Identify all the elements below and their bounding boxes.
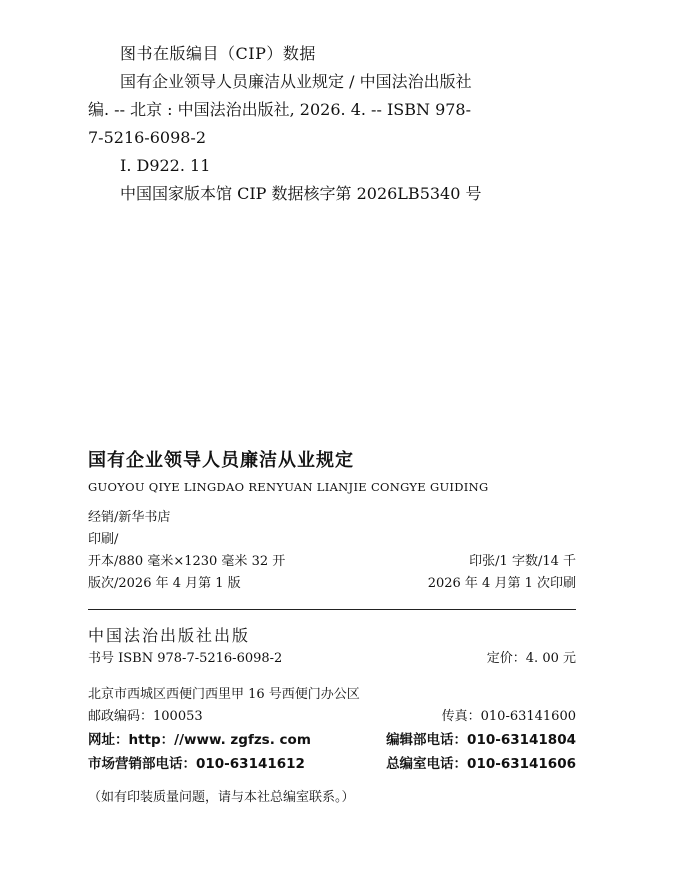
sheets-wordcount: 印张/1 字数/14 千 xyxy=(469,554,576,569)
cip-line-record-number: 中国国家版本馆 CIP 数据核字第 2026LB5340 号 xyxy=(120,184,482,203)
isbn: 书号 ISBN 978-7-5216-6098-2 xyxy=(88,651,283,666)
book-title: 国有企业领导人员廉洁从业规定 xyxy=(88,450,354,471)
divider xyxy=(88,609,576,610)
price: 定价：4. 00 元 xyxy=(486,651,576,666)
cip-line-imprint: 编. -- 北京 : 中国法治出版社, 2026. 4. -- ISBN 978- xyxy=(88,100,472,119)
postcode: 邮政编码：100053 xyxy=(88,709,203,724)
office-phone: 总编室电话：010-63141606 xyxy=(386,756,576,772)
isbn-price-row xyxy=(88,648,576,670)
cip-line-classification: Ⅰ. D922. 11 xyxy=(120,156,211,175)
fax: 传真：010-63141600 xyxy=(441,709,576,724)
cip-heading: 图书在版编目（CIP）数据 xyxy=(120,44,316,63)
marketing-phone: 市场营销部电话：010-63141612 xyxy=(88,756,305,772)
edition-row xyxy=(88,573,576,595)
marketing-office-row xyxy=(88,752,576,776)
address: 北京市西城区西便门西里甲 16 号西便门办公区 xyxy=(88,687,360,702)
format-row xyxy=(88,551,576,573)
cip-data-block xyxy=(88,40,538,208)
edition: 版次/2026 年 4 月第 1 版 xyxy=(88,576,241,591)
quality-note: （如有印装质量问题，请与本社总编室联系。） xyxy=(88,790,355,805)
book-pinyin-title: GUOYOU QIYE LINGDAO RENYUAN LIANJIE CONGYE GUIDING xyxy=(88,480,489,494)
postcode-fax-row xyxy=(88,706,576,728)
book-format: 开本/880 毫米×1230 毫米 32 开 xyxy=(88,554,286,569)
cip-line-isbn-continued: 7-5216-6098-2 xyxy=(88,128,207,147)
cip-line-title-publisher: 国有企业领导人员廉洁从业规定 / 中国法治出版社 xyxy=(120,72,472,91)
website: 网址：http：//www. zgfzs. com xyxy=(88,732,311,748)
editorial-phone: 编辑部电话：010-63141804 xyxy=(386,732,576,748)
distributor: 经销/新华书店 xyxy=(88,510,171,525)
website-editorial-row xyxy=(88,728,576,752)
book-info-block xyxy=(88,449,576,808)
printing: 2026 年 4 月第 1 次印刷 xyxy=(427,576,576,591)
publisher-line: 中国法治出版社出版 xyxy=(88,626,251,645)
printer: 印刷/ xyxy=(88,532,119,547)
